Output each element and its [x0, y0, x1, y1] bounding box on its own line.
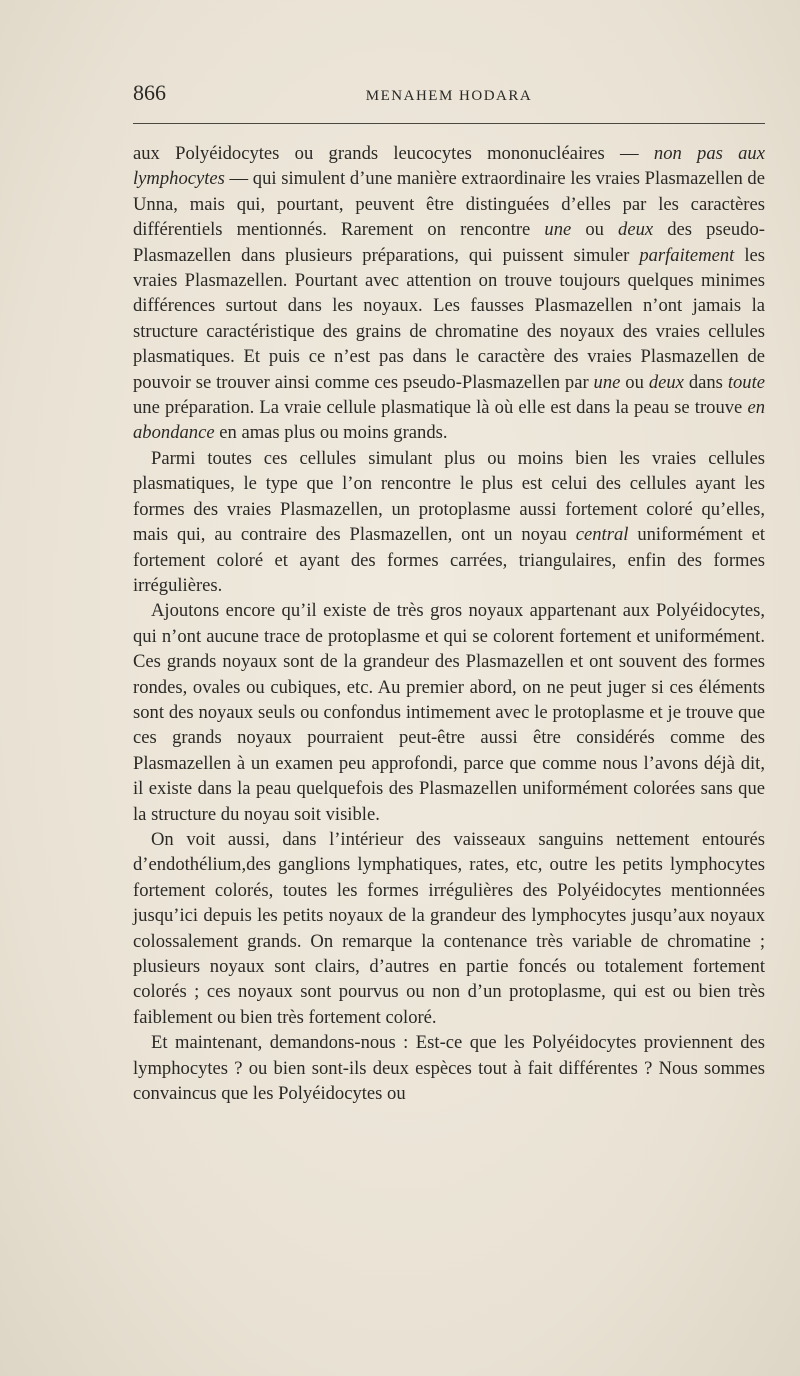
text-run: Parmi toutes ces cellules simulant plus ou moins bien les vraies cellules plasmatiques, le type que l’on rencontre le plus est celui des cellules ayant les formes des vraies Plasmazellen, un protoplasme aussi fortement coloré qu’elles, mais qui, au contraire des Plasmazellen, ont un noyau [133, 447, 765, 546]
italic-text: deux [648, 371, 684, 393]
paragraph [133, 1030, 765, 1106]
text-run: ou [620, 371, 649, 393]
italic-text: toute [727, 371, 765, 393]
paragraph [133, 598, 765, 827]
page-header [133, 80, 765, 114]
text-run: des pseudo-Plasmazellen dans plusieurs préparations, qui puissent simuler [133, 219, 765, 266]
paragraph [133, 827, 765, 1030]
italic-text: non pas aux lymphocytes [133, 143, 765, 190]
text-run: une préparation. La vraie cellule plasmatique là où elle est dans la peau se trouve [133, 397, 748, 419]
text-run: uniformément et fortement coloré et ayant des formes carrées, triangulaires, enfin des formes irrégulières. [133, 524, 765, 596]
italic-text: une [593, 371, 621, 393]
text-run: les vraies Plasmazellen. Pourtant avec attention on trouve toujours quelques minimes différences surtout dans les noyaux. Les fausses Plasmazellen n’ont jamais la structure caractéristique des grains de chromatine des noyaux des vraies cellules plasmatiques. Et puis ce n’est pas dans le caractère des vraies Plasmazellen de pouvoir se trouver ainsi comme ces pseudo-Plasmazellen par [133, 244, 765, 393]
paragraph [133, 446, 765, 598]
body-text [133, 141, 765, 1106]
text-run: On voit aussi, dans l’intérieur des vaisseaux sanguins nettement entourés d’endothélium,des ganglions lymphatiques, rates, etc, outre les petits lymphocytes fortement colorés, toutes les formes irrégulières des Polyéidocytes mentionnées jusqu’ici depuis les petits noyaux de la grandeur des lymphocytes jusqu’aux noyaux colossalement grands. On remarque la contenance très variable de chromatine ; plusieurs noyaux sont clairs, d’autres en partie foncés ou totalement fortement colorés ; ces noyaux sont pourvus ou non d’un protoplasme, qui est ou bien très faiblement ou bien très fortement coloré. [133, 828, 765, 1028]
italic-text: deux [618, 219, 654, 241]
text-run: aux Polyéidocytes ou grands leucocytes mononucléaires — [133, 143, 654, 164]
paragraph [133, 141, 765, 446]
italic-text: central [575, 524, 629, 546]
text-run: Ajoutons encore qu’il existe de très gros noyaux appartenant aux Polyéidocytes, qui n’ont aucune trace de protoplasme et qui se colorent fortement et uniformément. Ces grands noyaux sont de la grandeur des Plasmazellen et ont souvent des formes rondes, ovales ou cubiques, etc. Au premier abord, on ne peut juger si ces éléments sont des noyaux seuls ou confondus intimement avec le protoplasme et je trouve que ces grands noyaux pourraient peut-être aussi être considérés comme des Plasmazellen à un examen peu approfondi, parce que comme nous l’avons déjà dit, il existe dans la peau quelquefois des Plasmazellen uniformément colorées sans que la structure du noyau soit visible. [133, 600, 765, 825]
text-run: Et maintenant, demandons-nous : Est-ce que les Polyéidocytes proviennent des lymphocytes ? ou bien sont-ils deux espèces tout à fait différentes ? Nous sommes convaincus que les Polyéidocytes ou [133, 1032, 765, 1105]
text-run: dans [683, 371, 728, 393]
italic-text: en abondance [133, 397, 765, 444]
text-run: — qui simulent d’une manière extraordinaire les vraies Plasmazellen de Unna, mais qui, pourtant, peuvent être distinguées d’elles par les caractères différentiels mentionnés. Rarement on rencontre [133, 168, 765, 241]
header-rule [133, 123, 765, 124]
italic-text: parfaitement [639, 244, 735, 266]
italic-text: une [544, 219, 572, 241]
text-run: en amas plus ou moins grands. [214, 422, 448, 444]
running-title: MENAHEM HODARA [365, 88, 533, 104]
page-number: 866 [133, 80, 166, 105]
text-run: ou [571, 219, 619, 241]
